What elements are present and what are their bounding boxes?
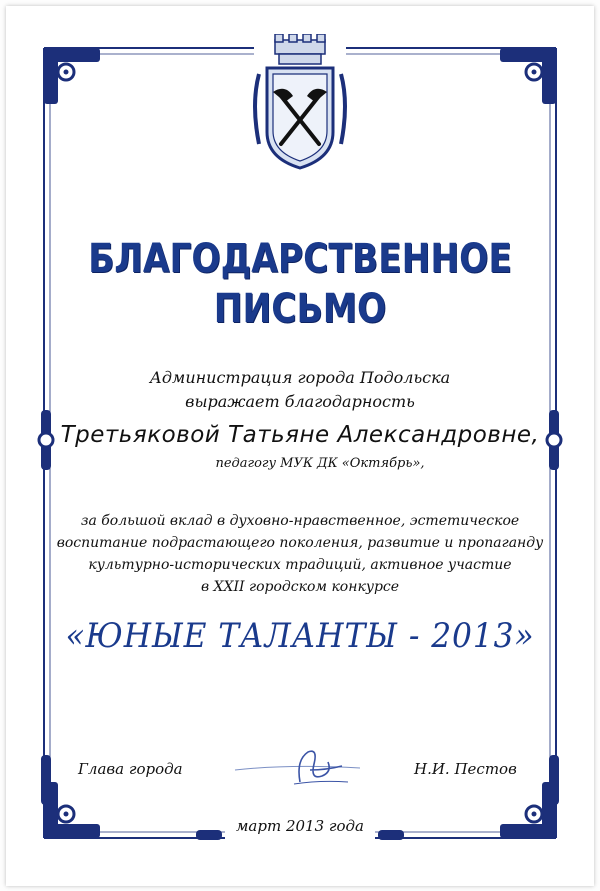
- recipient-name: Третьяковой Татьяне Александровне,: [60, 422, 540, 448]
- issuer-line2: выражает благодарность: [185, 392, 415, 411]
- reason-line2: воспитание подрастающего поколения, развитие и пропаганду: [56, 535, 544, 551]
- contest-name: «ЮНЫЕ ТАЛАНТЫ - 2013»: [65, 616, 535, 656]
- signer-role: Глава города: [78, 760, 183, 778]
- document-title-line1: БЛАГОДАРСТВЕННОЕ: [88, 236, 512, 282]
- reason-line3: культурно-исторических традиций, активное участие: [88, 557, 512, 573]
- recipient-position: педагогу МУК ДК «Октябрь»,: [215, 456, 425, 471]
- reason-line1: за большой вклад в духовно-нравственное, эстетическое: [80, 513, 520, 529]
- city-coat-of-arms-icon: [245, 34, 355, 174]
- issuer-line1: Администрация города Подольска: [149, 368, 451, 387]
- document-title-line2: ПИСЬМО: [213, 286, 387, 332]
- signer-name: Н.И. Пестов: [414, 760, 517, 778]
- reason-text: [0, 510, 600, 598]
- issue-date: март 2013 года: [236, 817, 364, 835]
- reason-line4: в XXII городском конкурсе: [200, 579, 400, 595]
- issuer-text: [0, 366, 600, 414]
- signature-icon: [230, 740, 370, 790]
